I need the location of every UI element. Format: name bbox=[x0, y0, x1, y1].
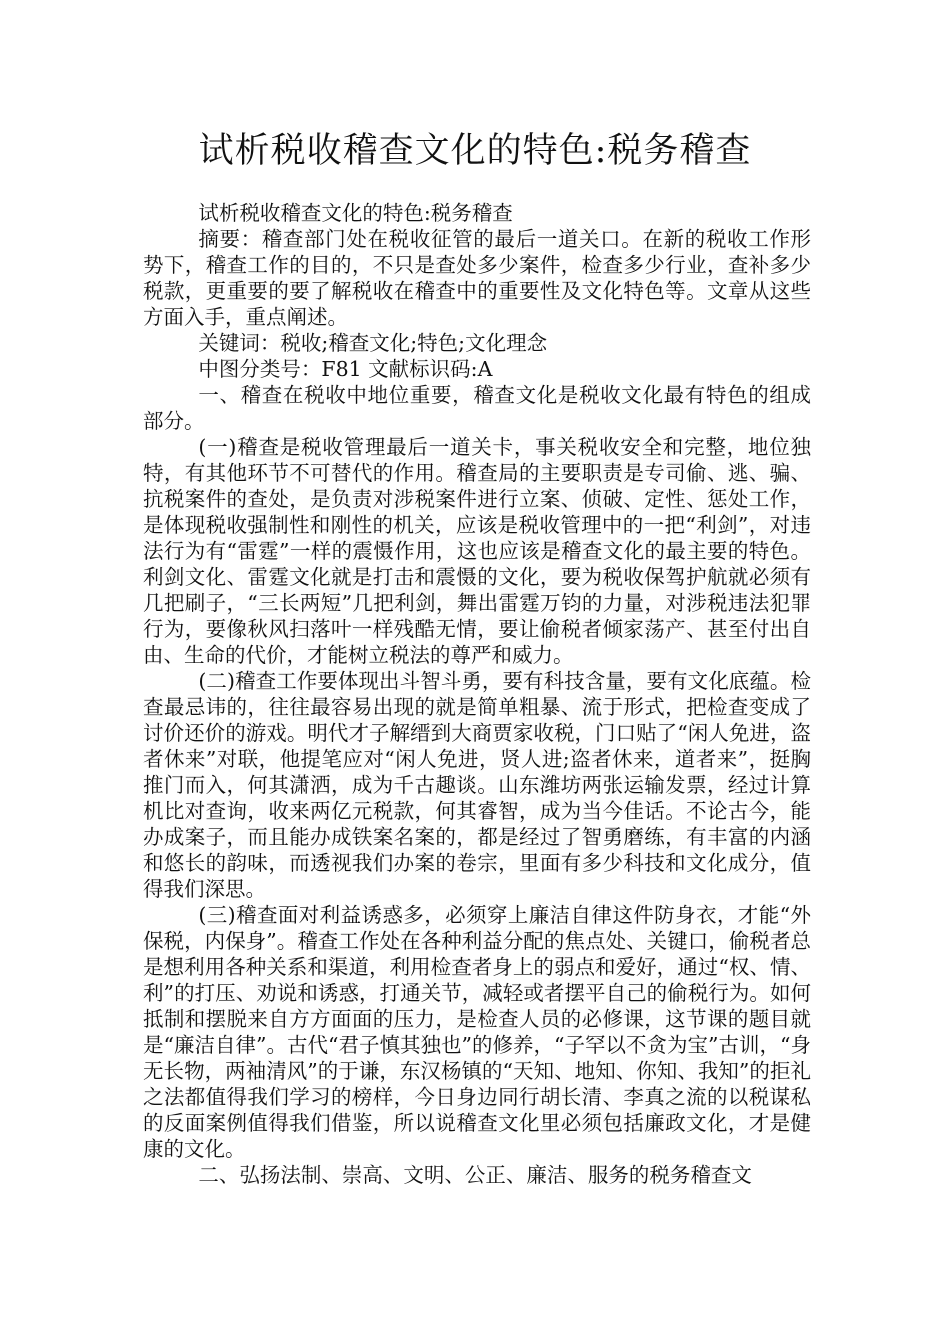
classification-paragraph: 中图分类号：F81 文献标识码:A bbox=[198, 357, 493, 381]
document-body bbox=[143, 200, 811, 1188]
body-paragraph-3: (三)稽查面对利益诱惑多，必须穿上廉洁自律这件防身衣，才能“外保税，内保身”。稽查工作处在各种利益分配的焦点处、关键口，偷税者总是想利用各种关系和渠道，利用检查者身上的弱点和爱好，通过“权、情、利”的打压、劝说和诱惑，打通关节，减轻或者摆平自己的偷税行为。如何抵制和摆脱来自方方面面的压力，是检查人员的必修课，这节课的题目就是“廉洁自律”。古代“君子慎其独也”的修养，“子罕以不贪为宝”古训，“身无长物，两袖清风”的于谦，东汉杨镇的“天知、地知、你知、我知”的拒礼之法都值得我们学习的榜样，今日身边同行胡长清、李真之流的以税谋私的反面案例值得我们借鉴，所以说稽查文化里必须包括廉政文化，才是健康的文化。 bbox=[143, 903, 811, 1161]
body-paragraph-2: (二)稽查工作要体现出斗智斗勇，要有科技含量，要有文化底蕴。检查最忌讳的，往往最容易出现的就是简单粗暴、流于形式，把检查变成了讨价还价的游戏。明代才子解缙到大商贾家收税，门口贴了“闲人免进，盗者休来”对联，他提笔应对“闲人免进，贤人进;盗者休来，道者来”，挺胸推门而入，何其潇洒，成为千古趣谈。山东潍坊两张运输发票，经过计算机比对查询，收来两亿元税款，何其睿智，成为当今佳话。不论古今，能办成案子，而且能办成铁案名案的，都是经过了智勇磨练，有丰富的内涵和悠长的韵味，而透视我们办案的卷宗，里面有多少科技和文化成分，值得我们深思。 bbox=[143, 669, 811, 901]
document-title: 试析税收稽查文化的特色:税务稽查 bbox=[198, 131, 752, 171]
keywords-paragraph: 关键词：税收;稽查文化;特色;文化理念 bbox=[198, 331, 548, 355]
abstract-paragraph: 摘要：稽查部门处在税收征管的最后一道关口。在新的税收工作形势下，稽查工作的目的，不只是查处多少案件，检查多少行业，查补多少税款，更重要的要了解税收在稽查中的重要性及文化特色等。文章从这些方面入手，重点阐述。 bbox=[143, 227, 811, 329]
section-heading-1: 一、稽查在税收中地位重要，稽查文化是税收文化最有特色的组成部分。 bbox=[143, 383, 811, 433]
section-heading-2: 二、弘扬法制、崇高、文明、公正、廉洁、服务的税务稽查文 bbox=[198, 1163, 752, 1187]
subtitle-paragraph: 试析税收稽查文化的特色:税务稽查 bbox=[198, 201, 513, 225]
body-paragraph-1: (一)稽查是税收管理最后一道关卡，事关税收安全和完整，地位独特，有其他环节不可替代的作用。稽查局的主要职责是专司偷、逃、骗、抗税案件的查处，是负责对涉税案件进行立案、侦破、定性、惩处工作，是体现税收强制性和刚性的机关，应该是税收管理中的一把“利剑”，对违法行为有“雷霆”一样的震慑作用，这也应该是稽查文化的最主要的特色。利剑文化、雷霆文化就是打击和震慑的文化，要为税收保驾护航就必须有几把刷子，“三长两短”几把利剑，舞出雷霆万钧的力量，对涉税违法犯罪行为，要像秋风扫落叶一样残酷无情，要让偷税者倾家荡产、甚至付出自由、生命的代价，才能树立税法的尊严和威力。 bbox=[143, 435, 811, 667]
